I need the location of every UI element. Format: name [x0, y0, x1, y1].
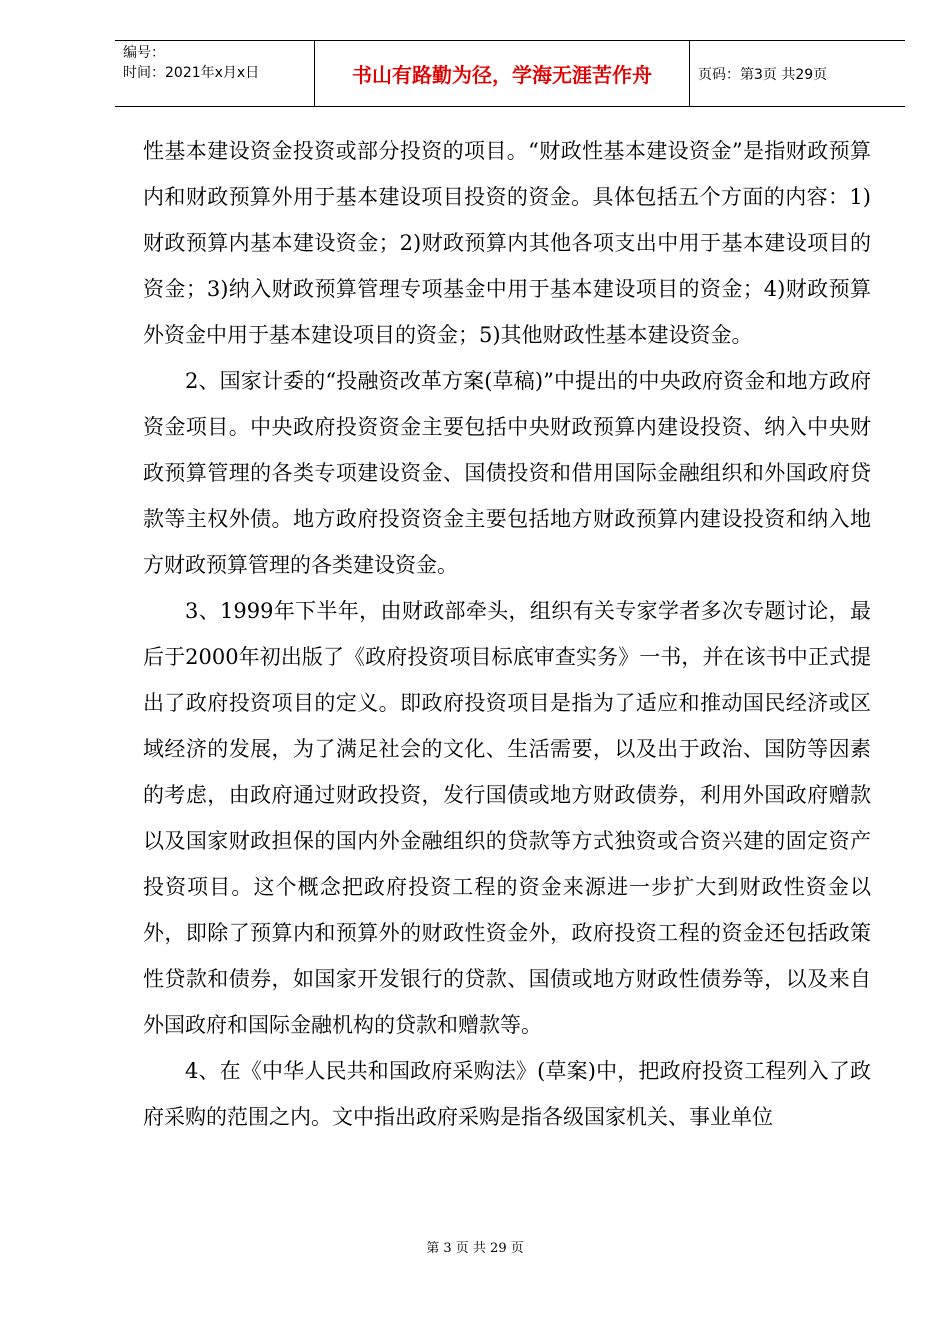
page-header — [115, 40, 905, 107]
header-meta — [115, 41, 315, 106]
document-body — [143, 128, 871, 1140]
header-page-info: 页码：第3页 共29页 — [698, 66, 828, 83]
header-motto: 书山有路勤为径，学海无涯苦作舟 — [315, 41, 690, 106]
paragraph-item-4: 4、在《中华人民共和国政府采购法》(草案)中，把政府投资工程列入了政府采购的范围之内。文中指出政府采购是指各级国家机关、事业单位 — [143, 1059, 871, 1129]
time-label: 时间：2021年x月x日 — [123, 65, 260, 81]
paragraph-item-3: 3、1999年下半年，由财政部牵头，组织有关专家学者多次专题讨论，最后于2000年初出版了《政府投资项目标底审查实务》一书，并在该书中正式提出了政府投资项目的定义。即政府投资项目是指为了适应和推动国民经济或区域经济的发展，为了满足社会的文化、生活需要，以及出于政治、国防等因素的考虑，由政府通过财政投资，发行国债或地方财政债券，利用外国政府赠款以及国家财政担保的国内外金融组织的贷款等方式独资或合资兴建的固定资产投资项目。这个概念把政府投资工程的资金来源进一步扩大到财政性资金以外，即除了预算内和预算外的财政性资金外，政府投资工程的资金还包括政策性贷款和债券，如国家开发银行的贷款、国债或地方财政性债券等，以及来自外国政府和国际金融机构的贷款和赠款等。 — [143, 599, 871, 1037]
code-label: 编号： — [123, 45, 165, 61]
paragraph-continuation: 性基本建设资金投资或部分投资的项目。“财政性基本建设资金”是指财政预算内和财政预算外用于基本建设项目投资的资金。具体包括五个方面的内容：1)财政预算内基本建设资金；2)财政预算内其他各项支出中用于基本建设项目的资金；3)纳入财政预算管理专项基金中用于基本建设项目的资金；4)财政预算外资金中用于基本建设项目的资金；5)其他财政性基本建设资金。 — [143, 139, 871, 347]
paragraph-item-2: 2、国家计委的“投融资改革方案(草稿)”中提出的中央政府资金和地方政府资金项目。中央政府投资资金主要包括中央财政预算内建设投资、纳入中央财政预算管理的各类专项建设资金、国债投资和借用国际金融组织和外国政府贷款等主权外债。地方政府投资资金主要包括地方财政预算内建设投资和纳入地方财政预算管理的各类建设资金。 — [143, 369, 871, 577]
page-footer: 第 3 页 共 29 页 — [426, 1241, 524, 1256]
